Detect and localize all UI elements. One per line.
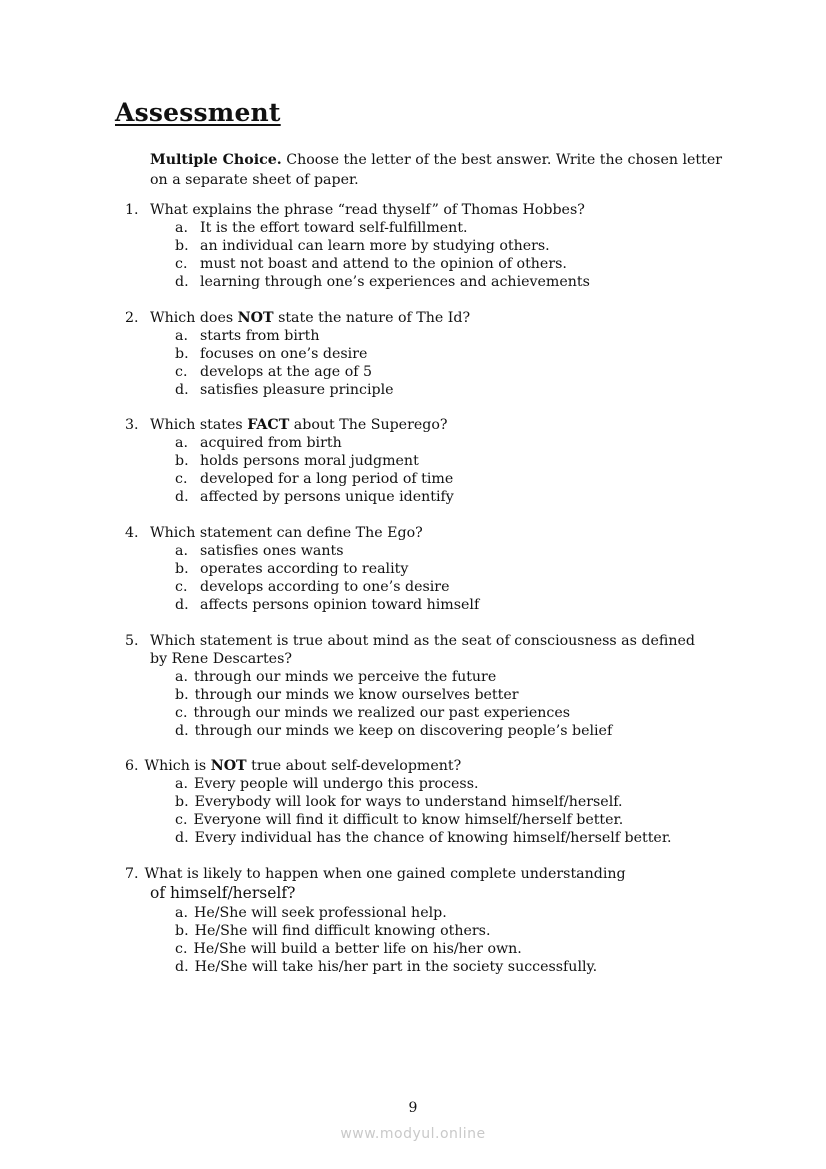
option-text: develops according to one’s desire: [200, 579, 450, 595]
option-text: holds persons moral judgment: [200, 453, 419, 469]
option-letter: d.: [175, 723, 189, 739]
option-a[interactable]: [175, 434, 745, 452]
option-text: Every people will undergo this process.: [193, 776, 479, 792]
option-text: He/She will build a better life on his/her own.: [193, 941, 522, 957]
option-letter: b.: [175, 923, 189, 939]
option-letter: a.: [175, 328, 188, 344]
question-1: [125, 201, 745, 291]
option-d[interactable]: [175, 273, 745, 291]
question-stem: [125, 757, 745, 775]
option-text: Everyone will find it difficult to know himself/herself better.: [193, 812, 624, 828]
option-text: focuses on one’s desire: [200, 346, 368, 362]
instructions: [150, 150, 740, 190]
question-number: 1.: [125, 202, 139, 218]
option-text: He/She will find difficult knowing others.: [194, 923, 491, 939]
question-emphasis: FACT: [247, 417, 290, 433]
question-emphasis: NOT: [237, 310, 274, 326]
option-text: Every individual has the chance of knowing himself/herself better.: [194, 830, 672, 846]
option-text: affects persons opinion toward himself: [200, 597, 480, 613]
question-stem: [125, 416, 745, 434]
option-b[interactable]: [175, 345, 745, 363]
option-text: through our minds we keep on discovering people’s belief: [194, 723, 613, 739]
question-4: [125, 524, 745, 614]
options-list: [125, 327, 745, 399]
question-3: [125, 416, 745, 506]
option-c[interactable]: [175, 470, 745, 488]
options-list: [125, 434, 745, 506]
question-number: 6.: [125, 758, 139, 774]
option-c[interactable]: [175, 363, 745, 381]
option-text: satisfies ones wants: [200, 543, 344, 559]
instructions-text: Choose the letter of the best answer. Write the chosen letter on a separate sheet of paper.: [150, 152, 722, 188]
option-letter: c.: [175, 256, 188, 272]
option-letter: a.: [175, 435, 188, 451]
option-letter: c.: [175, 705, 188, 721]
watermark: www.modyul.online: [340, 1126, 486, 1142]
options-list: [125, 542, 745, 614]
option-letter: a.: [175, 220, 188, 236]
question-2: [125, 309, 745, 399]
option-b[interactable]: [175, 452, 745, 470]
question-text: Which statement can define The Ego?: [150, 525, 423, 541]
option-letter: d.: [175, 597, 189, 613]
option-a[interactable]: [175, 327, 745, 345]
option-text: acquired from birth: [200, 435, 342, 451]
option-letter: a.: [175, 543, 188, 559]
option-a[interactable]: [175, 904, 745, 922]
option-b[interactable]: [175, 793, 745, 811]
option-d[interactable]: [175, 958, 745, 976]
option-d[interactable]: [175, 596, 745, 614]
option-b[interactable]: [175, 922, 745, 940]
option-b[interactable]: [175, 686, 745, 704]
option-d[interactable]: [175, 829, 745, 847]
option-c[interactable]: [175, 255, 745, 273]
option-letter: d.: [175, 382, 189, 398]
option-letter: c.: [175, 579, 188, 595]
question-text-pre: Which states: [150, 417, 248, 433]
option-c[interactable]: [175, 940, 745, 958]
option-a[interactable]: [175, 668, 745, 686]
question-text-line2: of himself/herself?: [150, 884, 296, 902]
option-text: He/She will seek professional help.: [193, 905, 447, 921]
question-number: 2.: [125, 310, 139, 326]
option-letter: b.: [175, 453, 189, 469]
question-stem: [125, 309, 745, 327]
option-c[interactable]: [175, 811, 745, 829]
option-text: starts from birth: [200, 328, 320, 344]
option-text: learning through one’s experiences and achievements: [200, 274, 590, 290]
page-number: 9: [408, 1100, 418, 1116]
option-c[interactable]: [175, 578, 745, 596]
question-text: Which statement is true about mind as the seat of consciousness as defined: [150, 633, 695, 649]
option-letter: b.: [175, 238, 189, 254]
question-stem: [125, 201, 745, 219]
option-text: He/She will take his/her part in the society successfully.: [194, 959, 598, 975]
question-number: 3.: [125, 417, 139, 433]
option-d[interactable]: [175, 722, 745, 740]
option-letter: c.: [175, 812, 188, 828]
option-letter: b.: [175, 561, 189, 577]
option-letter: c.: [175, 471, 188, 487]
question-text-post: state the nature of The Id?: [273, 310, 471, 326]
question-text-pre: Which does: [150, 310, 238, 326]
question-text-pre: Which is: [144, 758, 211, 774]
option-text: must not boast and attend to the opinion of others.: [200, 256, 567, 272]
option-text: through our minds we realized our past experiences: [193, 705, 571, 721]
option-letter: a.: [175, 776, 188, 792]
option-b[interactable]: [175, 237, 745, 255]
question-stem: [125, 524, 745, 542]
option-letter: b.: [175, 346, 189, 362]
option-letter: c.: [175, 941, 188, 957]
options-list: [125, 775, 745, 847]
option-letter: a.: [175, 905, 188, 921]
option-text: through our minds we know ourselves better: [194, 687, 519, 703]
question-6: [125, 757, 745, 847]
option-text: It is the effort toward self-fulfillment.: [200, 220, 468, 236]
option-d[interactable]: [175, 488, 745, 506]
option-text: through our minds we perceive the future: [193, 669, 497, 685]
question-number: 4.: [125, 525, 139, 541]
option-a[interactable]: [175, 775, 745, 793]
option-letter: d.: [175, 959, 189, 975]
question-text-post: about The Superego?: [289, 417, 448, 433]
option-a[interactable]: [175, 542, 745, 560]
instructions-lead: Multiple Choice.: [150, 152, 282, 168]
option-letter: b.: [175, 687, 189, 703]
options-list: [125, 219, 745, 291]
option-letter: d.: [175, 830, 189, 846]
option-c[interactable]: [175, 704, 745, 722]
question-text-line2: by Rene Descartes?: [150, 651, 292, 667]
question-7: [125, 865, 745, 976]
option-letter: b.: [175, 794, 189, 810]
option-letter: c.: [175, 364, 188, 380]
option-d[interactable]: [175, 381, 745, 399]
options-list: [125, 904, 745, 976]
option-text: an individual can learn more by studying others.: [200, 238, 550, 254]
option-text: satisfies pleasure principle: [200, 382, 394, 398]
option-letter: d.: [175, 274, 189, 290]
question-emphasis: NOT: [210, 758, 247, 774]
question-number: 5.: [125, 633, 139, 649]
option-text: developed for a long period of time: [200, 471, 454, 487]
option-text: develops at the age of 5: [200, 364, 373, 380]
question-5: [125, 632, 745, 740]
question-stem: [125, 632, 745, 650]
question-text: What explains the phrase “read thyself” of Thomas Hobbes?: [150, 202, 585, 218]
option-text: affected by persons unique identify: [200, 489, 454, 505]
question-number: 7.: [125, 866, 139, 882]
page-title: Assessment: [115, 98, 281, 127]
option-text: Everybody will look for ways to understand himself/herself.: [194, 794, 623, 810]
question-text-post: true about self-development?: [246, 758, 462, 774]
option-a[interactable]: [175, 219, 745, 237]
option-letter: d.: [175, 489, 189, 505]
option-text: operates according to reality: [200, 561, 409, 577]
option-b[interactable]: [175, 560, 745, 578]
question-text: What is likely to happen when one gained complete understanding: [144, 866, 626, 882]
question-stem: [125, 865, 745, 883]
option-letter: a.: [175, 669, 188, 685]
options-list: [125, 668, 745, 740]
